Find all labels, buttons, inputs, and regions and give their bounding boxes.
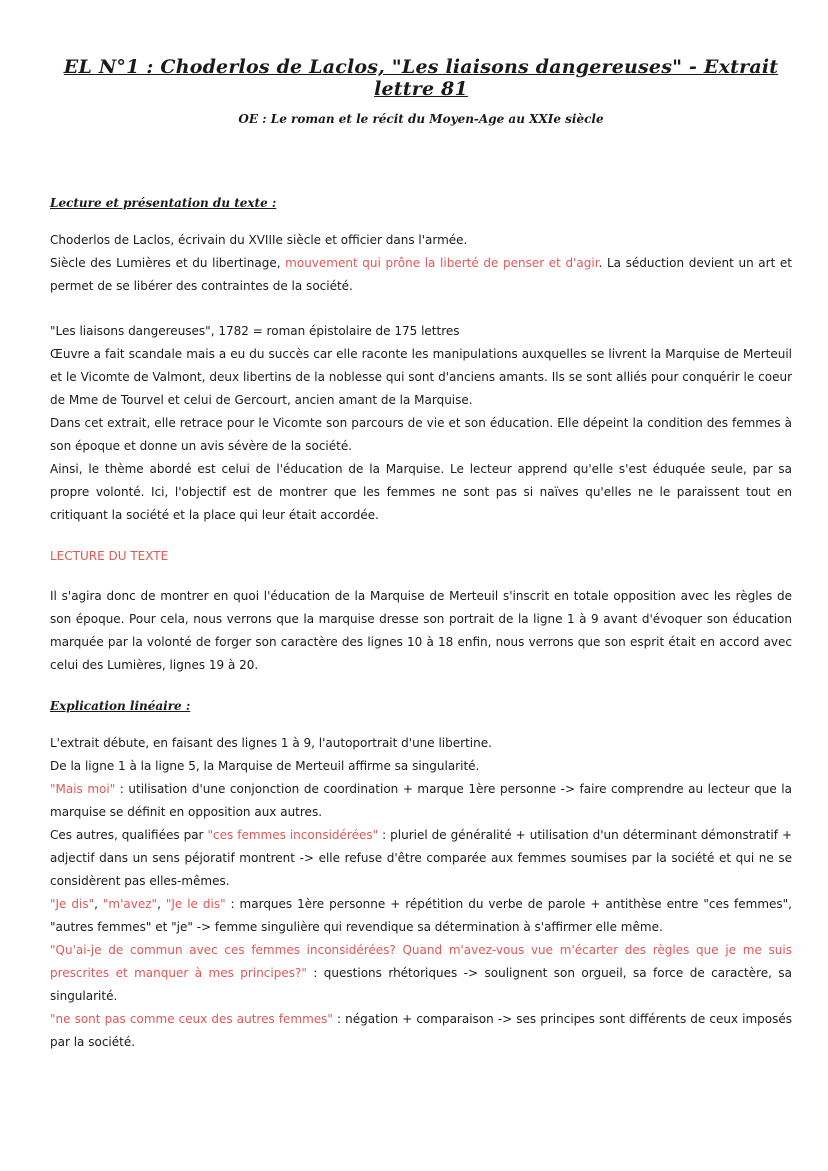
text: ,	[157, 897, 166, 911]
text: : marques 1ère personne + répétition du verbe de parole + antithèse entre "ces femmes", "autres femmes" et "je" -> femme singulière qui revendique sa détermination à s'affirmer elle même.	[50, 897, 792, 934]
text: Ces autres, qualifiées par	[50, 828, 208, 842]
quote-text: "ne sont pas comme ceux des autres femmes"	[50, 1012, 333, 1026]
paragraph	[50, 939, 792, 1008]
quote-text: "ces femmes inconsidérées"	[207, 828, 379, 842]
paragraph: Il s'agira donc de montrer en quoi l'éducation de la Marquise de Merteuil s'inscrit en totale opposition avec les règles de son époque. Pour cela, nous verrons que la marquise dresse son portrait de la ligne 1 à 9 avant d'évoquer son éducation marquée par la volonté de forger son caractère des lignes 10 à 18 enfin, nous verrons que son esprit était en accord avec celui des Lumières, lignes 19 à 20.	[50, 589, 792, 672]
explication-block	[50, 732, 792, 1054]
quote-text: "Je le dis"	[165, 897, 226, 911]
paragraph	[50, 252, 792, 298]
text: : utilisation d'une conjonction de coordination + marque 1ère personne -> faire comprendre au lecteur que la marquise se définit en opposition aux autres.	[50, 782, 792, 819]
paragraph: De la ligne 1 à la ligne 5, la Marquise de Merteuil affirme sa singularité.	[50, 759, 480, 773]
quote-text: "Je dis"	[50, 897, 95, 911]
lecture-label: LECTURE DU TEXTE	[50, 549, 169, 563]
lecture-block	[50, 585, 792, 677]
quote-text: "m'avez"	[102, 897, 158, 911]
quote-text: "Qu'ai-je de commun avec ces femmes inconsidérées? Quand m'avez-vous vue m'écarter des règles que je me suis prescrites et manquer à mes principes?"	[50, 943, 792, 980]
paragraph	[50, 893, 792, 939]
quote-text: "Mais moi"	[50, 782, 116, 796]
highlight-text: mouvement qui prône la liberté de penser et d'agir	[285, 256, 599, 270]
section-heading-explication: Explication linéaire :	[50, 699, 191, 713]
paragraph	[50, 1008, 792, 1054]
presentation-block-2	[50, 320, 792, 527]
page-subtitle: OE : Le roman et le récit du Moyen-Age au XXIe siècle	[238, 112, 604, 126]
text: Siècle des Lumières et du libertinage,	[50, 256, 286, 270]
text: . La séduction devient un art et permet de se libérer des contraintes de la société.	[50, 256, 793, 293]
paragraph: L'extrait débute, en faisant des lignes 1 à 9, l'autoportrait d'une libertine.	[50, 736, 492, 750]
section-heading-presentation: Lecture et présentation du texte :	[50, 196, 277, 210]
paragraph: Œuvre a fait scandale mais a eu du succès car elle raconte les manipulations auxquelles se livrent la Marquise de Merteuil et le Vicomte de Valmont, deux libertins de la noblesse qui sont d'anciens amants. Ils se sont alliés pour conquérir le coeur de Mme de Tourvel et celui de Gercourt, ancien amant de la Marquise.	[50, 347, 792, 407]
presentation-block-1	[50, 229, 792, 298]
text: : négation + comparaison -> ses principes sont différents de ceux imposés par la société.	[50, 1012, 792, 1049]
text: : questions rhétoriques -> soulignent son orgueil, sa force de caractère, sa singularité.	[50, 966, 792, 1003]
paragraph: Dans cet extrait, elle retrace pour le Vicomte son parcours de vie et son éducation. Elle dépeint la condition des femmes à son époque et donne un avis sévère de la société.	[50, 416, 792, 453]
text: ,	[94, 897, 103, 911]
text: Choderlos de Laclos, écrivain du XVIIIe siècle et officier dans l'armée.	[50, 233, 468, 247]
paragraph	[50, 824, 792, 893]
paragraph: Ainsi, le thème abordé est celui de l'éducation de la Marquise. Le lecteur apprend qu'elle s'est éduquée seule, par sa propre volonté. Ici, l'objectif est de montrer que les femmes ne sont pas si naïves qu'elles ne le paraissent tout en critiquant la société et la place qui leur était accordée.	[50, 462, 792, 522]
page-title: EL N°1 : Choderlos de Laclos, "Les liaisons dangereuses" - Extrait lettre 81	[63, 56, 779, 100]
text: : pluriel de généralité + utilisation d'un déterminant démonstratif + adjectif dans un sens péjoratif montrent -> elle refuse d'être comparée aux femmes soumises par la société et qui ne se considèrent pas elles-mêmes.	[50, 828, 793, 888]
paragraph	[50, 229, 792, 252]
paragraph: "Les liaisons dangereuses", 1782 = roman épistolaire de 175 lettres	[50, 324, 460, 338]
paragraph	[50, 778, 792, 824]
